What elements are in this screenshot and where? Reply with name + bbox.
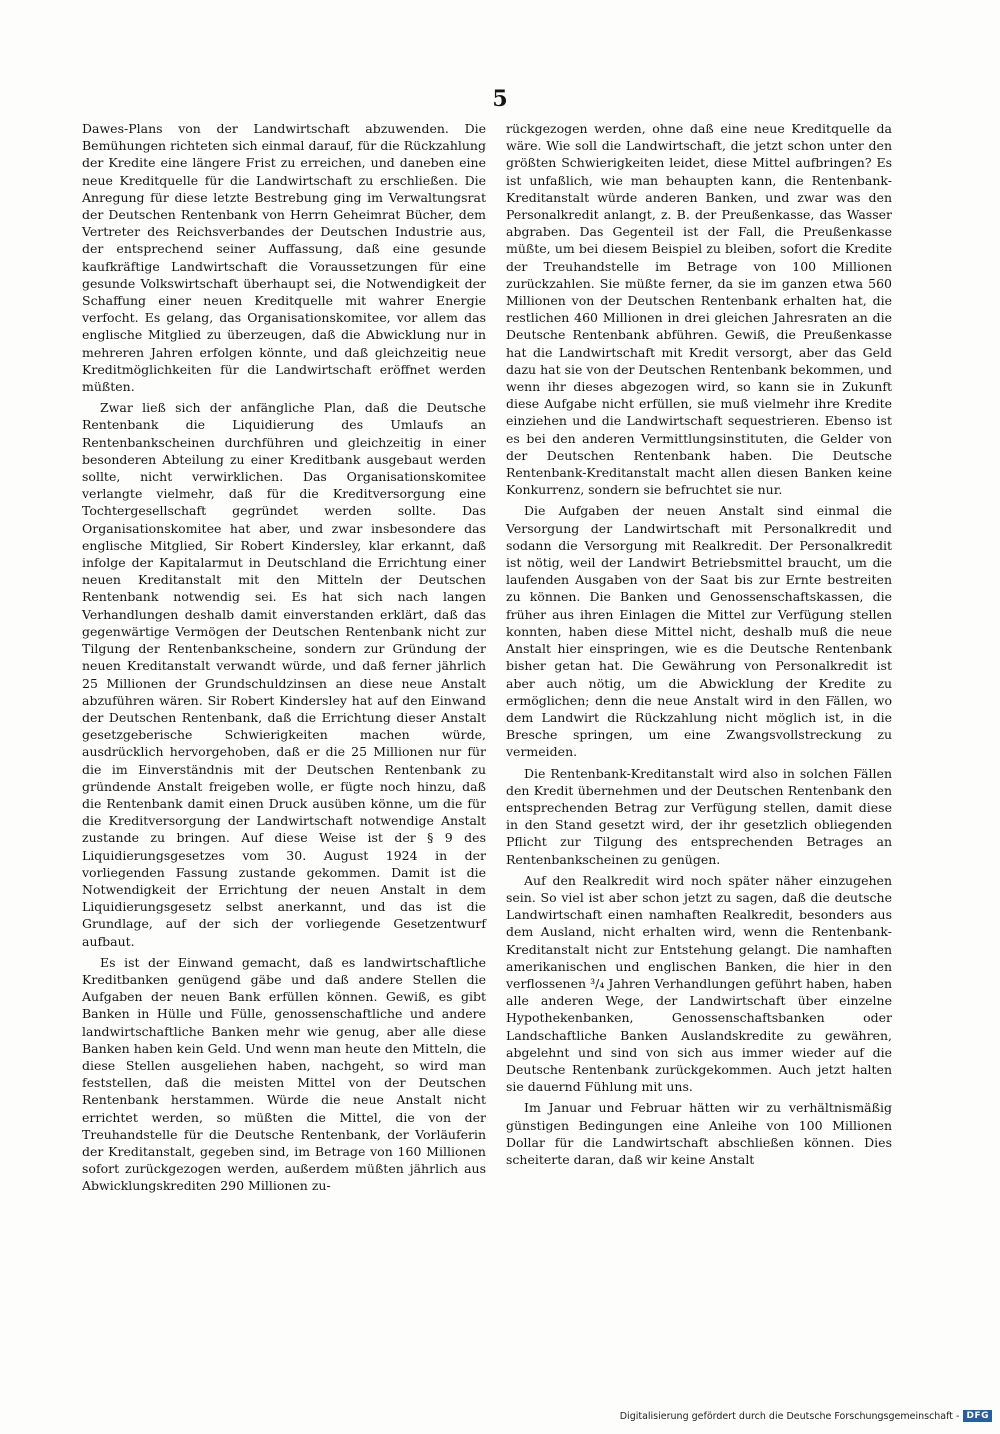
right-column [506, 120, 892, 1168]
paragraph: Die Rentenbank-Kreditanstalt wird also in solchen Fällen den Kredit übernehmen und der Deutschen Rentenbank den entsprechenden Betrag zur Verfügung stellen, damit diese in den Stand gesetzt wird, der ihr gesetzlich obliegenden Pflicht zur Tilgung des entsprechenden Betrages an Rentenbankscheinen zu genügen. [506, 765, 892, 867]
paragraph: Die Aufgaben der neuen Anstalt sind einmal die Versorgung der Landwirtschaft mit Personalkredit und sodann die Versorgung mit Realkredit. Der Personalkredit ist nötig, weil der Landwirt Betriebsmittel braucht, um die laufenden Ausgaben von der Saat bis zur Ernte bestreiten zu können. Die Banken und Genossenschaftskassen, die früher aus ihren Einlagen die Mittel zur Verfügung stellen konnten, haben diese Mittel nicht, deshalb muß die neue Anstalt hier einspringen, wie es die Deutsche Rentenbank bisher getan hat. Die Gewährung von Personalkredit ist aber auch nötig, um die Abwicklung der Kredite zu ermöglichen; denn die neue Anstalt wird in den Fällen, wo dem Landwirt die Rückzahlung nicht möglich ist, in die Bresche springen, um eine Zwangsvollstreckung zu vermeiden. [506, 503, 892, 760]
page-number: 5 [492, 86, 508, 112]
paragraph: Auf den Realkredit wird noch später näher einzugehen sein. So viel ist aber schon jetzt zu sagen, daß die deutsche Landwirtschaft einen namhaften Realkredit, besonders aus dem Ausland, nicht erhalten wird, wenn die Rentenbank-Kreditanstalt nicht zur Entstehung gelangt. Die namhaften amerikanischen und englischen Banken, die hier in den verflossenen ³/₄ Jahren Verhandlungen geführt haben, haben alle anderen Wege, der Landwirtschaft über einzelne Hypothekenbanken, Genossenschaftsbanken oder Landschaftliche Banken Auslandskredite zu gewähren, abgelehnt und sind von sich aus immer wieder auf die Deutsche Rentenbank zurückgekommen. Auch jetzt halten sie dauernd Fühlung mit uns. [506, 872, 892, 1095]
left-column [82, 120, 486, 1195]
dfg-logo: DFG [963, 1410, 992, 1422]
paragraph: Im Januar und Februar hätten wir zu verhältnismäßig günstigen Bedingungen eine Anleihe von 100 Millionen Dollar für die Landwirtschaft abschließen können. Dies scheiterte daran, daß wir keine Anstalt [506, 1100, 892, 1167]
paragraph: Es ist der Einwand gemacht, daß es landwirtschaftliche Kreditbanken genügend gäbe und daß andere Stellen die Aufgaben der neuen Bank erfüllen können. Gewiß, es gibt Banken in Hülle und Fülle, genossenschaftliche und andere landwirtschaftliche Banken mehr wie genug, aber alle diese Banken haben kein Geld. Und wenn man heute den Mitteln, die diese Stellen ausgeliehen haben, nachgeht, so wird man feststellen, daß die meisten Mittel von der Deutschen Rentenbank herstammen. Würde die neue Anstalt nicht errichtet werden, so müßten die Mittel, die von der Treuhandstelle für die Deutsche Rentenbank, der Vorläuferin der Kreditanstalt, gegeben sind, im Betrage von 160 Millionen sofort zurückgezogen werden, außerdem müßten jährlich aus Abwicklungskrediten 290 Millionen zu- [82, 954, 486, 1194]
credit-text: Digitalisierung gefördert durch die Deutsche Forschungsgemeinschaft - [619, 1410, 960, 1422]
paragraph: Dawes-Plans von der Landwirtschaft abzuwenden. Die Bemühungen richteten sich einmal darauf, für die Rückzahlung der Kredite eine längere Frist zu erreichen, und daneben eine neue Kreditquelle für die Landwirtschaft zu erschließen. Die Anregung für diese letzte Bestrebung ging im Verwaltungsrat der Deutschen Rentenbank von Herrn Geheimrat Bücher, dem Vertreter des Reichsverbandes der Deutschen Industrie aus, der entsprechend seiner Auffassung, daß eine gesunde kaufkräftige Landwirtschaft die Voraussetzungen für eine gesunde Volkswirtschaft überhaupt sei, die Notwendigkeit der Schaffung einer neuen Kreditquelle mit wahrer Energie verfocht. Es gelang, das Organisationskomitee, vor allem das englische Mitglied zu überzeugen, daß die Abwicklung nur in mehreren Jahren erfolgen könnte, und daß gleichzeitig neue Kreditmöglichkeiten für die Landwirtschaft eröffnet werden müßten. [82, 121, 486, 395]
digitization-credit [620, 1410, 992, 1422]
paragraph: rückgezogen werden, ohne daß eine neue Kreditquelle da wäre. Wie soll die Landwirtschaft, die jetzt schon unter den größten Schwierigkeiten leidet, diese Mittel aufbringen? Es ist unfaßlich, wie man behaupten kann, die Rentenbank-Kreditanstalt würde anderen Banken, und zwar was den Personalkredit anlangt, z. B. der Preußenkasse, das Wasser abgraben. Das Gegenteil ist der Fall, die Preußenkasse müßte, um bei diesem Beispiel zu bleiben, sofort die Kredite der Treuhandstelle im Betrage von 100 Millionen zurückzahlen. Sie müßte ferner, da sie im ganzen etwa 560 Millionen von der Deutschen Rentenbank erhalten hat, die restlichen 460 Millionen in drei gleichen Jahresraten an die Deutsche Rentenbank abführen. Gewiß, die Preußenkasse hat die Landwirtschaft mit Kredit versorgt, aber das Geld dazu hat sie von der Deutschen Rentenbank bekommen, und wenn ihr dieses abgezogen wird, so kann sie in Zukunft diese Aufgabe nicht erfüllen, sie muß vielmehr ihre Kredite einziehen und die Landwirtschaft sequestrieren. Ebenso ist es bei den anderen Vermittlungsinstituten, die Gelder von der Deutschen Rentenbank haben. Die Deutsche Rentenbank-Kreditanstalt macht allen diesen Banken keine Konkurrenz, sondern sie befruchtet sie nur. [506, 121, 892, 498]
paragraph: Zwar ließ sich der anfängliche Plan, daß die Deutsche Rentenbank die Liquidierung des Umlaufs an Rentenbankscheinen durchführen und gleichzeitig in einer besonderen Abteilung zu einer Kreditbank ausgebaut werden sollte, nicht verwirklichen. Das Organisationskomitee verlangte vielmehr, daß für die Kreditversorgung eine Tochtergesellschaft gegründet werden sollte. Das Organisationskomitee hat aber, und zwar insbesondere das englische Mitglied, Sir Robert Kindersley, klar erkannt, daß infolge der Kapitalarmut in Deutschland die Errichtung einer neuen Kreditanstalt mit den Mitteln der Deutschen Rentenbank notwendig sei. Es hat sich nach langen Verhandlungen deshalb damit einverstanden erklärt, daß das gegenwärtige Vermögen der Deutschen Rentenbank nicht zur Tilgung der Rentenbankscheine, sondern zur Gründung der neuen Kreditanstalt verwandt würde, und daß ferner jährlich 25 Millionen der Grundschuldzinsen an diese neue Anstalt abzuführen wären. Sir Robert Kindersley hat auf den Einwand der Deutschen Rentenbank, daß die Errichtung dieser Anstalt gesetzgeberische Schwierigkeiten machen würde, ausdrücklich hervorgehoben, daß er die 25 Millionen nur für die im Einverständnis mit der Deutschen Rentenbank zu gründende Anstalt freigeben wolle, er fügte noch hinzu, daß die Rentenbank damit einen Druck ausüben könne, um die für die Kreditversorgung der Landwirtschaft notwendige Anstalt zustande zu bringen. Auf diese Weise ist der § 9 des Liquidierungsgesetzes vom 30. August 1924 in der vorliegenden Fassung zustande gekommen. Damit ist die Notwendigkeit der Errichtung der neuen Anstalt in dem Liquidierungsgesetz selbst anerkannt, und das ist die Grundlage, auf der sich der vorliegende Gesetzentwurf aufbaut. [82, 400, 486, 949]
